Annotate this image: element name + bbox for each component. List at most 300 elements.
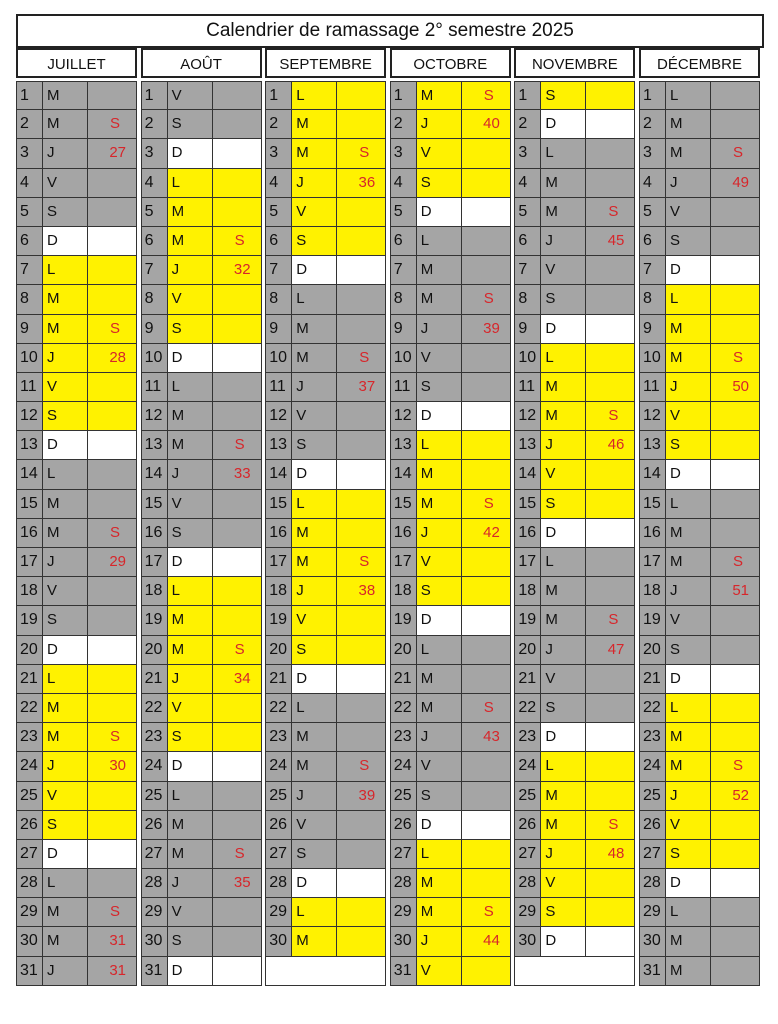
pickup-marker: S bbox=[733, 348, 744, 366]
day-number: 16 bbox=[515, 519, 541, 547]
day-row bbox=[639, 315, 760, 344]
day-row bbox=[265, 752, 386, 781]
weekday-letter: S bbox=[43, 606, 88, 634]
day-row bbox=[639, 139, 760, 168]
pickup-marker: S bbox=[733, 757, 744, 775]
day-number: 24 bbox=[266, 752, 292, 780]
day-number: 29 bbox=[515, 898, 541, 926]
weekday-letter: M bbox=[292, 315, 337, 343]
pickup-cell bbox=[88, 198, 136, 226]
day-row bbox=[141, 957, 262, 986]
day-number: 5 bbox=[391, 198, 417, 226]
pickup-cell bbox=[337, 927, 385, 955]
day-row bbox=[390, 344, 511, 373]
weekday-letter: J bbox=[541, 431, 586, 459]
day-row bbox=[16, 636, 137, 665]
pickup-cell bbox=[213, 344, 261, 372]
weekday-letter: M bbox=[292, 344, 337, 372]
day-number: 22 bbox=[391, 694, 417, 722]
weekday-letter: M bbox=[292, 110, 337, 138]
day-number: 18 bbox=[515, 577, 541, 605]
pickup-cell bbox=[586, 110, 634, 138]
pickup-cell bbox=[462, 460, 510, 488]
day-row bbox=[265, 110, 386, 139]
day-number: 25 bbox=[391, 782, 417, 810]
pickup-marker: S bbox=[359, 553, 370, 570]
pickup-cell bbox=[88, 898, 136, 926]
week-number: 39 bbox=[358, 786, 376, 804]
day-row bbox=[390, 315, 511, 344]
pickup-cell bbox=[462, 957, 510, 985]
day-row bbox=[16, 285, 137, 314]
day-number: 26 bbox=[640, 811, 666, 839]
weekday-letter: J bbox=[43, 752, 88, 780]
weekday-letter: D bbox=[43, 431, 88, 459]
pickup-cell bbox=[462, 577, 510, 605]
pickup-cell bbox=[586, 519, 634, 547]
day-row bbox=[16, 402, 137, 431]
day-number: 9 bbox=[640, 315, 666, 343]
day-number: 20 bbox=[266, 636, 292, 664]
day-row bbox=[514, 344, 635, 373]
pickup-marker: S bbox=[234, 231, 245, 249]
day-number: 11 bbox=[391, 373, 417, 401]
weekday-letter: L bbox=[666, 82, 711, 109]
day-number: 13 bbox=[515, 431, 541, 459]
pickup-cell bbox=[88, 606, 136, 634]
pickup-cell bbox=[462, 169, 510, 197]
weekday-letter: M bbox=[168, 198, 213, 226]
weekday-letter: L bbox=[292, 285, 337, 313]
day-row bbox=[514, 577, 635, 606]
pickup-cell bbox=[586, 373, 634, 401]
pickup-cell bbox=[213, 110, 261, 138]
day-number: 28 bbox=[266, 869, 292, 897]
day-row bbox=[514, 811, 635, 840]
pickup-cell bbox=[213, 402, 261, 430]
day-number: 27 bbox=[391, 840, 417, 868]
pickup-cell bbox=[337, 344, 385, 372]
day-row bbox=[265, 606, 386, 635]
month-column bbox=[390, 48, 511, 1014]
day-row bbox=[639, 723, 760, 752]
day-row bbox=[639, 782, 760, 811]
day-number: 18 bbox=[17, 577, 43, 605]
pickup-cell bbox=[586, 548, 634, 576]
day-row bbox=[16, 752, 137, 781]
weekday-letter: V bbox=[43, 577, 88, 605]
day-number: 1 bbox=[17, 82, 43, 109]
day-number: 16 bbox=[266, 519, 292, 547]
month-header: NOVEMBRE bbox=[514, 48, 635, 78]
day-number: 24 bbox=[142, 752, 168, 780]
day-row bbox=[141, 373, 262, 402]
weekday-letter: V bbox=[292, 402, 337, 430]
day-row bbox=[265, 169, 386, 198]
day-row bbox=[514, 256, 635, 285]
day-number: 8 bbox=[142, 285, 168, 313]
weekday-letter: D bbox=[168, 957, 213, 985]
day-number: 23 bbox=[515, 723, 541, 751]
pickup-cell bbox=[88, 227, 136, 255]
day-row bbox=[390, 577, 511, 606]
weekday-letter: M bbox=[168, 431, 213, 459]
pickup-cell bbox=[711, 519, 759, 547]
day-row bbox=[390, 927, 511, 956]
week-number: 31 bbox=[109, 932, 126, 950]
pickup-cell bbox=[586, 898, 634, 926]
day-number: 2 bbox=[515, 110, 541, 138]
day-number: 25 bbox=[515, 782, 541, 810]
weekday-letter: M bbox=[43, 110, 88, 138]
day-number: 4 bbox=[17, 169, 43, 197]
day-number: 8 bbox=[391, 285, 417, 313]
day-row bbox=[390, 256, 511, 285]
day-row bbox=[390, 665, 511, 694]
pickup-cell bbox=[462, 869, 510, 897]
weekday-letter: V bbox=[43, 169, 88, 197]
pickup-cell bbox=[88, 840, 136, 868]
weekday-letter: D bbox=[292, 869, 337, 897]
day-number: 1 bbox=[391, 82, 417, 109]
week-number: 49 bbox=[732, 173, 749, 191]
pickup-marker: S bbox=[608, 611, 619, 629]
pickup-cell bbox=[213, 315, 261, 343]
weekday-letter: D bbox=[168, 344, 213, 372]
day-number: 13 bbox=[266, 431, 292, 459]
day-number: 5 bbox=[142, 198, 168, 226]
day-number: 27 bbox=[17, 840, 43, 868]
pickup-cell bbox=[462, 811, 510, 839]
pickup-cell bbox=[213, 869, 261, 897]
day-row bbox=[514, 782, 635, 811]
day-row bbox=[390, 139, 511, 168]
weekday-letter: L bbox=[666, 490, 711, 518]
pickup-cell bbox=[586, 431, 634, 459]
day-number: 29 bbox=[640, 898, 666, 926]
pickup-cell bbox=[711, 636, 759, 664]
weekday-letter: D bbox=[417, 606, 462, 634]
pickup-cell bbox=[88, 752, 136, 780]
day-number: 24 bbox=[391, 752, 417, 780]
weekday-letter: S bbox=[417, 782, 462, 810]
weekday-letter: V bbox=[541, 460, 586, 488]
day-row bbox=[514, 373, 635, 402]
empty-row bbox=[514, 957, 635, 986]
pickup-cell bbox=[337, 402, 385, 430]
pickup-marker: S bbox=[733, 553, 744, 570]
weekday-letter: M bbox=[168, 402, 213, 430]
day-row bbox=[16, 840, 137, 869]
day-row bbox=[514, 752, 635, 781]
pickup-cell bbox=[462, 548, 510, 576]
pickup-cell bbox=[462, 285, 510, 313]
pickup-cell bbox=[462, 256, 510, 284]
pickup-cell bbox=[337, 256, 385, 284]
month-header: OCTOBRE bbox=[390, 48, 511, 78]
day-row bbox=[141, 169, 262, 198]
pickup-cell bbox=[711, 927, 759, 955]
day-row bbox=[390, 285, 511, 314]
weekday-letter: V bbox=[417, 957, 462, 985]
month-header: SEPTEMBRE bbox=[265, 48, 386, 78]
day-number: 6 bbox=[142, 227, 168, 255]
weekday-letter: M bbox=[666, 139, 711, 167]
day-row bbox=[514, 227, 635, 256]
pickup-cell bbox=[213, 636, 261, 664]
day-number: 5 bbox=[17, 198, 43, 226]
weekday-letter: J bbox=[292, 169, 337, 197]
weekday-letter: L bbox=[541, 752, 586, 780]
day-number: 21 bbox=[515, 665, 541, 693]
day-row bbox=[514, 460, 635, 489]
weekday-letter: V bbox=[292, 198, 337, 226]
pickup-cell bbox=[337, 752, 385, 780]
weekday-letter: J bbox=[43, 139, 88, 167]
day-row bbox=[514, 198, 635, 227]
pickup-cell bbox=[88, 636, 136, 664]
day-number: 13 bbox=[391, 431, 417, 459]
day-number: 8 bbox=[515, 285, 541, 313]
weekday-letter: J bbox=[168, 869, 213, 897]
week-number: 46 bbox=[607, 436, 625, 454]
day-list bbox=[141, 81, 262, 986]
day-number: 4 bbox=[266, 169, 292, 197]
pickup-cell bbox=[462, 927, 510, 955]
day-list bbox=[16, 81, 137, 986]
day-number: 23 bbox=[266, 723, 292, 751]
day-row bbox=[639, 927, 760, 956]
weekday-letter: S bbox=[168, 723, 213, 751]
pickup-cell bbox=[711, 82, 759, 109]
day-row bbox=[265, 315, 386, 344]
pickup-cell bbox=[462, 519, 510, 547]
day-row bbox=[265, 927, 386, 956]
day-number: 31 bbox=[142, 957, 168, 985]
pickup-cell bbox=[462, 636, 510, 664]
pickup-cell bbox=[462, 315, 510, 343]
weekday-letter: S bbox=[292, 431, 337, 459]
day-row bbox=[639, 285, 760, 314]
day-number: 16 bbox=[640, 519, 666, 547]
day-list bbox=[514, 81, 635, 986]
week-number: 32 bbox=[233, 261, 251, 279]
day-row bbox=[265, 460, 386, 489]
weekday-letter: J bbox=[541, 227, 586, 255]
day-number: 8 bbox=[640, 285, 666, 313]
month-header: AOÛT bbox=[141, 48, 262, 78]
day-number: 27 bbox=[142, 840, 168, 868]
pickup-cell bbox=[213, 548, 261, 576]
weekday-letter: M bbox=[43, 723, 88, 751]
pickup-cell bbox=[462, 840, 510, 868]
day-number: 28 bbox=[17, 869, 43, 897]
day-row bbox=[639, 606, 760, 635]
day-number: 6 bbox=[17, 227, 43, 255]
day-row bbox=[514, 869, 635, 898]
weekday-letter: D bbox=[417, 198, 462, 226]
day-number: 3 bbox=[266, 139, 292, 167]
week-number: 40 bbox=[483, 115, 500, 133]
pickup-cell bbox=[586, 490, 634, 518]
weekday-letter: S bbox=[417, 577, 462, 605]
weekday-letter: L bbox=[417, 840, 462, 868]
pickup-marker: S bbox=[608, 202, 619, 220]
day-number: 16 bbox=[391, 519, 417, 547]
day-row bbox=[16, 519, 137, 548]
weekday-letter: D bbox=[168, 752, 213, 780]
day-number: 21 bbox=[142, 665, 168, 693]
day-row bbox=[16, 869, 137, 898]
day-row bbox=[265, 198, 386, 227]
day-row bbox=[639, 752, 760, 781]
pickup-cell bbox=[462, 665, 510, 693]
day-row bbox=[16, 811, 137, 840]
week-number: 33 bbox=[233, 465, 251, 483]
day-row bbox=[16, 606, 137, 635]
day-number: 10 bbox=[391, 344, 417, 372]
day-number: 28 bbox=[142, 869, 168, 897]
day-row bbox=[639, 344, 760, 373]
day-row bbox=[390, 606, 511, 635]
day-number: 9 bbox=[515, 315, 541, 343]
weekday-letter: D bbox=[666, 460, 711, 488]
day-row bbox=[390, 460, 511, 489]
pickup-cell bbox=[337, 198, 385, 226]
pickup-cell bbox=[586, 840, 634, 868]
pickup-marker: S bbox=[359, 348, 370, 366]
pickup-cell bbox=[88, 957, 136, 985]
pickup-cell bbox=[711, 198, 759, 226]
day-number: 19 bbox=[515, 606, 541, 634]
pickup-cell bbox=[711, 227, 759, 255]
pickup-cell bbox=[586, 577, 634, 605]
day-number: 17 bbox=[515, 548, 541, 576]
pickup-marker: S bbox=[110, 903, 121, 921]
day-row bbox=[514, 490, 635, 519]
day-row bbox=[390, 490, 511, 519]
weekday-letter: J bbox=[417, 110, 462, 138]
pickup-marker: S bbox=[483, 87, 494, 104]
pickup-cell bbox=[711, 285, 759, 313]
day-number: 12 bbox=[266, 402, 292, 430]
weekday-letter: J bbox=[666, 577, 711, 605]
day-number: 24 bbox=[17, 752, 43, 780]
day-row bbox=[639, 636, 760, 665]
pickup-cell bbox=[213, 490, 261, 518]
day-row bbox=[514, 723, 635, 752]
day-row bbox=[390, 869, 511, 898]
week-number: 37 bbox=[358, 377, 376, 395]
pickup-marker: S bbox=[733, 144, 744, 162]
day-row bbox=[390, 723, 511, 752]
day-number: 18 bbox=[142, 577, 168, 605]
day-row bbox=[390, 840, 511, 869]
weekday-letter: D bbox=[43, 840, 88, 868]
day-row bbox=[514, 606, 635, 635]
day-number: 24 bbox=[640, 752, 666, 780]
weekday-letter: D bbox=[417, 811, 462, 839]
pickup-cell bbox=[88, 490, 136, 518]
day-row bbox=[265, 490, 386, 519]
day-row bbox=[141, 227, 262, 256]
weekday-letter: S bbox=[168, 110, 213, 138]
pickup-cell bbox=[586, 139, 634, 167]
pickup-cell bbox=[586, 82, 634, 109]
day-row bbox=[639, 460, 760, 489]
weekday-letter: L bbox=[417, 431, 462, 459]
day-number: 13 bbox=[640, 431, 666, 459]
pickup-cell bbox=[711, 256, 759, 284]
weekday-letter: L bbox=[43, 460, 88, 488]
day-number: 3 bbox=[142, 139, 168, 167]
day-number: 16 bbox=[142, 519, 168, 547]
day-number: 16 bbox=[17, 519, 43, 547]
day-row bbox=[141, 927, 262, 956]
weekday-letter: V bbox=[541, 256, 586, 284]
weekday-letter: J bbox=[43, 548, 88, 576]
weekday-letter: L bbox=[43, 665, 88, 693]
week-number: 35 bbox=[233, 874, 251, 892]
pickup-cell bbox=[711, 869, 759, 897]
pickup-cell bbox=[462, 227, 510, 255]
weekday-letter: S bbox=[43, 402, 88, 430]
day-row bbox=[16, 227, 137, 256]
pickup-cell bbox=[337, 315, 385, 343]
weekday-letter: M bbox=[292, 752, 337, 780]
pickup-cell bbox=[462, 431, 510, 459]
pickup-cell bbox=[337, 840, 385, 868]
weekday-letter: L bbox=[292, 898, 337, 926]
weekday-letter: M bbox=[417, 869, 462, 897]
day-number: 26 bbox=[391, 811, 417, 839]
day-row bbox=[514, 548, 635, 577]
day-number: 30 bbox=[17, 927, 43, 955]
day-number: 14 bbox=[142, 460, 168, 488]
weekday-letter: M bbox=[168, 227, 213, 255]
day-row bbox=[16, 490, 137, 519]
day-row bbox=[639, 840, 760, 869]
day-number: 25 bbox=[17, 782, 43, 810]
day-number: 1 bbox=[515, 82, 541, 109]
day-row bbox=[265, 898, 386, 927]
pickup-cell bbox=[462, 82, 510, 109]
day-row bbox=[390, 81, 511, 110]
day-row bbox=[390, 169, 511, 198]
pickup-cell bbox=[88, 256, 136, 284]
pickup-cell bbox=[88, 869, 136, 897]
day-number: 29 bbox=[142, 898, 168, 926]
day-number: 22 bbox=[142, 694, 168, 722]
weekday-letter: M bbox=[417, 694, 462, 722]
day-number: 22 bbox=[17, 694, 43, 722]
day-row bbox=[141, 869, 262, 898]
day-row bbox=[390, 548, 511, 577]
day-number: 23 bbox=[391, 723, 417, 751]
weekday-letter: V bbox=[168, 898, 213, 926]
pickup-cell bbox=[586, 782, 634, 810]
weekday-letter: M bbox=[541, 373, 586, 401]
weekday-letter: M bbox=[292, 548, 337, 576]
day-number: 15 bbox=[17, 490, 43, 518]
week-number: 50 bbox=[732, 377, 749, 395]
weekday-letter: J bbox=[417, 723, 462, 751]
weekday-letter: J bbox=[292, 577, 337, 605]
pickup-cell bbox=[462, 198, 510, 226]
weekday-letter: L bbox=[292, 694, 337, 722]
month-column bbox=[16, 48, 137, 1014]
weekday-letter: M bbox=[666, 344, 711, 372]
